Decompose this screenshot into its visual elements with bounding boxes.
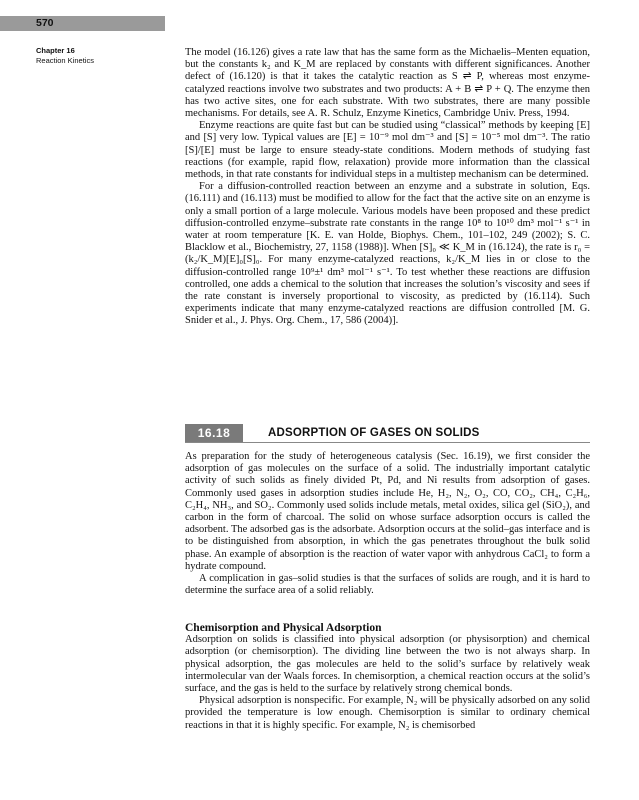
paragraph-3: For a diffusion-controlled reaction between an enzyme and a substrate in solution, Eqs. (16.111) and (16.113) must be modified to allow for the fact that the active site on an enzyme is only a small portion of a large molecule. Various models have been proposed and these predict diffusion-controlled enzyme–substrate rate constants in the range 10⁸ to 10¹⁰ dm³ mol⁻¹ s⁻¹ in water at room temperature [K. E. van Holde, Biophys. Chem., 101–102, 249 (2002); S. C. Blacklow et al., Biochemistry, 27, 1158 (1988)]. When [S]₀ ≪ K_M in (16.124), the rate is r₀ = (k₂/K_M)[E]₀[S]₀. For many enzyme-catalyzed reactions, k₂/K_M lies in or close to the diffusion-controlled range 10⁹±¹ dm³ mol⁻¹ s⁻¹. To test whether these reactions are diffusion controlled, one adds a chemical to the solution that increases the solution’s viscosity and sees if the rate constant is inversely proportional to viscosity, as predicted by (16.114). Such experiments indicate that many enzyme-catalyzed reactions are diffusion controlled [M. G. Snider et al., J. Phys. Org. Chem., 17, 586 (2004)]. xyxy=(185,181,590,327)
paragraph-5: A complication in gas–solid studies is that the surfaces of solids are rough, and it is hard to determine the surface area of a solid reliably. xyxy=(185,573,590,597)
section-number: 16.18 xyxy=(185,424,243,442)
section-heading xyxy=(185,424,590,444)
page-number-band xyxy=(0,16,165,31)
page-number: 570 xyxy=(36,17,54,29)
paragraph-2: Enzyme reactions are quite fast but can be studied using “classical” methods by keeping [E] and [S] very low. Typical values are [E] = 10⁻⁹ mol dm⁻³ and [S] = 10⁻⁵ mol dm⁻³. The ratio [S]/[E] must be large to ensure steady-state conditions. Modern methods of studying fast reactions (for example, rapid flow, relaxation) provide more information than the classical methods, in that rate constants for individual steps in a multistep mechanism can be determined. xyxy=(185,120,590,181)
subsection-title: Chemisorption and Physical Adsorption xyxy=(185,622,382,634)
body-text-subsection xyxy=(185,622,590,732)
chapter-title: Reaction Kinetics xyxy=(36,56,94,65)
body-text-top xyxy=(185,47,590,328)
section-rule xyxy=(185,442,590,443)
paragraph-6: Adsorption on solids is classified into physical adsorption (or physisorption) and chemical adsorption (or chemisorption). The dividing line between the two is not always sharp. In physical adsorption, the gas molecules are held to the solid’s surface by relatively weak intermolecular van der Waals forces. In chemisorption, a chemical reaction occurs at the solid’s surface, and the gas is held to the surface by relatively strong chemical bonds. xyxy=(185,634,590,695)
paragraph-1: The model (16.126) gives a rate law that has the same form as the Michaelis–Menten equation, but the constants k₂ and K_M are replaced by constants with different significances. Another defect of (16.120) is that it takes the catalytic reaction as S ⇌ P, whereas most enzyme-catalyzed reactions involve two substrates and two products: A + B ⇌ P + Q. The enzyme then has two active sites, one for each substrate. With two substrates, there are many possible mechanisms. For details, see A. R. Schulz, Enzyme Kinetics, Cambridge Univ. Press, 1994. xyxy=(185,47,590,120)
body-text-section xyxy=(185,451,590,597)
running-head xyxy=(36,46,146,66)
paragraph-4: As preparation for the study of heterogeneous catalysis (Sec. 16.19), we first consider the adsorption of gas molecules on the surface of a solid. The industrially important catalytic activity of such solids as finely divided Pt, Pd, and Ni results from adsorption of gases. Commonly used gases in adsorption studies include He, H₂, N₂, O₂, CO, CO₂, CH₄, C₂H₆, C₂H₄, NH₃, and SO₂. Commonly used solids include metals, metal oxides, silica gel (SiO₂), and carbon in the form of charcoal. The solid on whose surface adsorption occurs is called the adsorbent. The adsorbed gas is the adsorbate. Adsorption occurs at the solid–gas interface and is to be distinguished from absorption, in which the gas penetrates throughout the bulk solid phase. An example of absorption is the reaction of water vapor with anhydrous CaCl₂ to form a hydrate compound. xyxy=(185,451,590,572)
section-title: ADSORPTION OF GASES ON SOLIDS xyxy=(268,427,480,439)
chapter-label: Chapter 16 xyxy=(36,46,75,55)
paragraph-7: Physical adsorption is nonspecific. For example, N₂ will be physically adsorbed on any solid provided the temperature is low enough. Chemisorption is similar to ordinary chemical reactions in that it is highly specific. For example, N₂ is chemisorbed xyxy=(185,695,590,731)
